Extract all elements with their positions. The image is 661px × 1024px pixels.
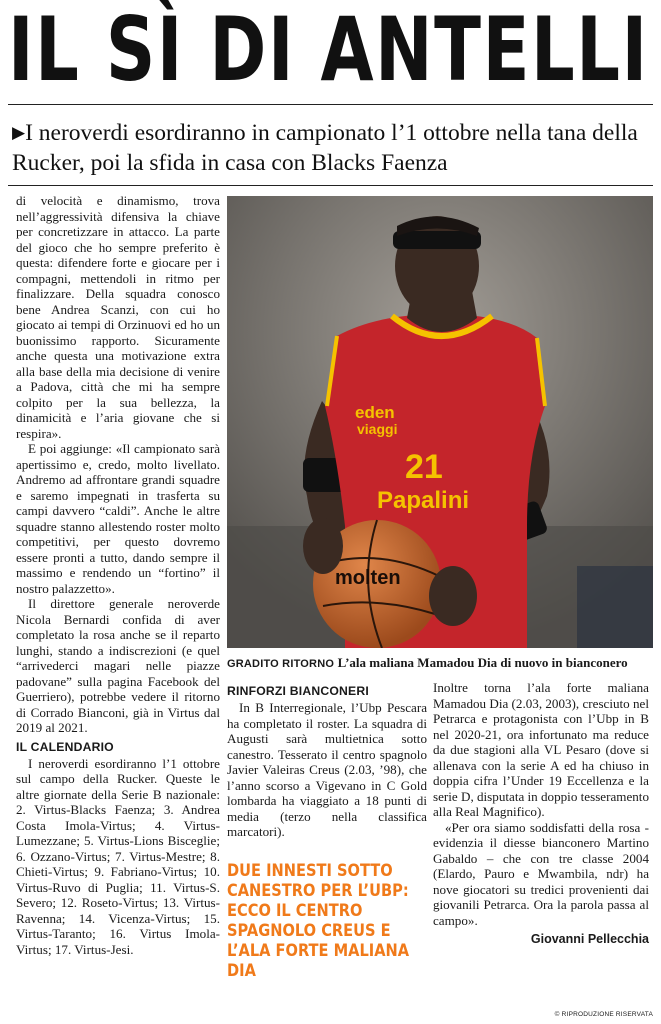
subhead-text: I neroverdi esordiranno in campionato l’1 ottobre nella tana della Rucker, poi la sfida in casa con Blacks Faenza (12, 120, 638, 176)
section-heading-rinforzi: RINFORZI BIANCONERI (227, 684, 369, 698)
left-paragraph-3: Il direttore generale neroverde Nicola Bernardi confida di aver completato la rosa anche se il reparto lunghi, stando a indiscrezioni (e quel “arrivederci magari nelle piazze padovane” sulla pagina Facebook del Guerriero), potrebbe vedere il ritorno di Corrado Bianconi, già in Virtus dal 2019 al 2021. (16, 596, 220, 735)
left-paragraph-2: E poi aggiunge: «Il campionato sarà apertissimo e, credo, molto livellato. Andremo ad affrontare grandi squadre e saremo impegnati in trasferta su campi davvero “caldi”. Anche le altre squadre stanno allestendo roster molto competitivi, per questo dovremo essere pronti a tutto, dando sempre il massimo e rendendo un “fortino” il nostro palazzetto». (16, 441, 220, 596)
right-paragraph-2: «Per ora siamo soddisfatti della rosa - evidenzia il diesse bianconero Martino Gabaldo – che con tre classe 2004 (Elardo, Pauro e Mwambila, ndr) ha nove giocatori su tredici provenienti dai giovanili Petrarca. Ora la parola passa al campo». (433, 819, 649, 928)
subhead (12, 118, 652, 178)
pull-quote: DUE INNESTI SOTTO CANESTRO PER L’UBP: ECCO IL CENTRO SPAGNOLO CREUS E L’ALA FORTE MALIANA DIA (227, 861, 410, 981)
player-illustration (227, 196, 653, 648)
left-paragraph-1: di velocità e dinamismo, trova nell’aggressività difensiva la chiave per concretizzare in attacco. La parte del gioco che ho sempre preferito è questa: difendere forte e giocare per i compagni, mettendoli in ritmo per finalizzare. Della squadra conosco bene Andrea Scanzi, con cui ho giocato ai tempi di Orzinuovi ed ho un buonissimo rapporto. Sicuramente anche questa una motivazione extra alla base della mia decisione di venire a Padova, città che mi ha sempre colpito per la sua bellezza, la dinamicità e l’aria giovane che si respira». (16, 193, 220, 441)
sponsor-viaggi: viaggi (357, 421, 398, 437)
left-paragraph-4: I neroverdi esordiranno l’1 ottobre sul campo della Rucker. Queste le altre giornate della Serie B nazionale: 2. Virtus-Blacks Faenza; 3. Andrea Costa Imola-Virtus; 4. Virtus-Lumezzane; 5. Virtus-Lions Bisceglie; 6. Ozzano-Virtus; 7. Virtus-Mestre; 8. Chieti-Virtus; 9. Fabriano-Virtus; 10. Virtus-Ruvo di Puglia; 11. Virtus-S. Severo; 12. Roseto-Virtus; 13. Virtus-Ravenna; 14. Vicenza-Virtus; 15. Virtus-Taranto; 16. Virtus Imola-Virtus; 17. Virtus-Jesi. (16, 755, 220, 957)
middle-paragraph-1: In B Interregionale, l’Ubp Pescara ha completato il roster. La squadra di Augusti sarà multietnica sotto canestro. Tesserato il centro spagnolo Javier Valeiras Creus (2.03, ’98), che l’anno scorso a Vigevano in C Gold lombarda ha viaggiato a 18 punti di media (terzo nella classifica marcatori). (227, 700, 427, 839)
caption-text: L’ala maliana Mamadou Dia di nuovo in bianconero (337, 655, 628, 670)
player-photo (227, 196, 653, 648)
right-column (433, 680, 649, 948)
headband (393, 231, 481, 249)
sponsor-papalini: Papalini (377, 487, 470, 514)
middle-column (227, 680, 427, 840)
right-paragraph-1: Inoltre torna l’ala forte maliana Mamadou Dia (2.03, 2003), cresciuto nel Petrarca e protagonista con l’Ubp in B nel 2020-21, ora infortunato ma reduce da due stagioni alla VL Pesaro (dove si allenava con la serie A ed ha chiuso in doppia cifra l’Under 19 Eccellenza e la serie D, disputata in doppio tesseramento alla Real Magnifico). (433, 680, 649, 819)
author-signature: Giovanni Pellecchia (530, 932, 649, 946)
jersey-number: 21 (405, 448, 443, 486)
headline: IL SÌ DI ANTELLI (8, 0, 649, 101)
photo-caption (227, 655, 657, 672)
headline-rule (8, 104, 653, 105)
ball-brand: molten (335, 567, 401, 589)
left-column (16, 193, 220, 957)
section-heading-calendario: IL CALENDARIO (16, 739, 114, 754)
sponsor-eden: eden (355, 403, 395, 422)
arrow-icon: ▶ (12, 123, 26, 143)
copyright-notice: © RIPRODUZIONE RISERVATA (554, 1011, 653, 1018)
subhead-rule (8, 185, 653, 186)
caption-lead: GRADITO RITORNO (227, 658, 335, 670)
